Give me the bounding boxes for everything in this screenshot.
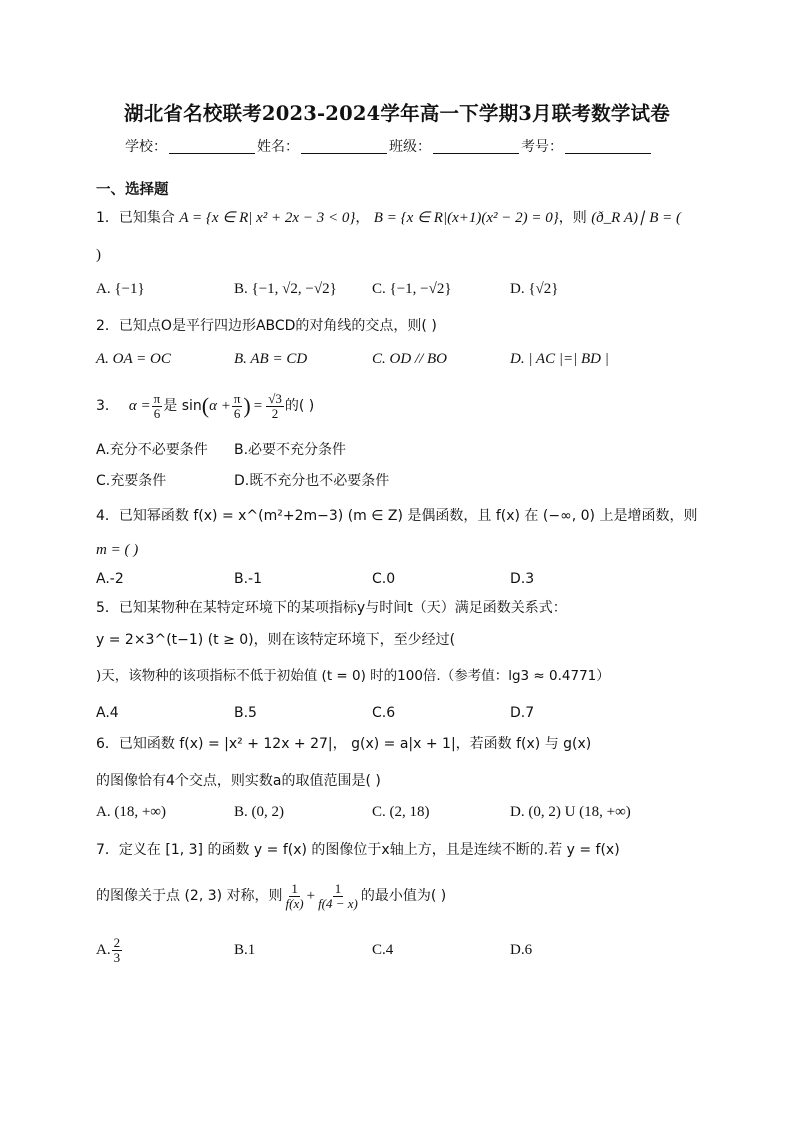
q3-option-b[interactable]: B.必要不充分条件 [234,442,347,458]
question-1: 1．已知集合 A = {x ∈ R| x² + 2x − 3 < 0}， B = {x ∈ R|(x+1)(x² − 2) = 0}，则 (ð_R A)∣ B = ( [96,210,682,226]
q1-expression: (ð_R A)∣ B = ( [591,210,682,226]
q3-frac-num-b: π [233,390,241,406]
q1-option-b[interactable]: B. {−1, √2, −√2} [234,281,337,297]
q3-equals: = [253,397,263,414]
q1-close-paren: ) [96,247,101,263]
question-4 [96,509,697,523]
class-blank[interactable] [433,139,519,154]
info-row [125,139,653,154]
q5-option-b[interactable]: B.5 [234,705,257,721]
q6-option-b[interactable]: B. (0, 2) [234,804,284,820]
q7-option-a[interactable] [96,933,123,967]
exam-no-blank[interactable] [565,139,651,154]
q4-option-d[interactable]: D.3 [510,571,535,587]
q4-option-b[interactable]: B.-1 [234,571,263,587]
school-label: 学校： [125,139,167,155]
q1-option-d[interactable]: D. {√2} [510,281,559,297]
q3-lhs: α = [128,397,151,414]
q7-frac-1 [284,882,306,910]
section-heading: 一、选择题 [96,182,169,198]
q2-option-b[interactable]: B. AB = CD [234,351,308,367]
q7-option-a-den: 3 [113,949,121,965]
q3-option-d[interactable]: D.既不充分也不必要条件 [234,473,390,489]
q7-frac1-num: 1 [291,880,298,896]
q2-number: 2． [96,318,119,334]
q3-number: 3． [96,398,119,414]
q7-option-a-frac [112,936,123,964]
q3-tail: 的( ) [284,398,315,414]
q7-line2 [96,876,446,916]
q2-stem: 已知点O是平行四边形ABCD的对角线的交点，则( ) [118,318,437,334]
question-5 [96,601,567,615]
q7-line2-pre: 的图像关于点 (2, 3) 对称，则 [96,888,283,904]
q2-option-c[interactable]: C. OD // BO [372,351,447,367]
question-7 [96,843,620,857]
q3-option-a[interactable]: A.充分不必要条件 [96,442,208,458]
q4-number: 4． [96,508,119,524]
q7-frac2-num: 1 [334,880,342,896]
q5-option-d[interactable]: D.7 [510,705,535,721]
q2-option-d[interactable]: D. | AC |=| BD | [510,351,609,367]
q7-option-b[interactable]: B.1 [234,942,256,958]
question-3 [96,390,314,422]
q1-set-a: A = {x ∈ R| x² + 2x − 3 < 0} [179,210,356,226]
q3-frac-pi6-b [232,392,243,420]
q7-frac1-den: f(x) [285,895,304,911]
q5-option-c[interactable]: C.6 [372,705,396,721]
exam-no-label: 考号： [521,139,563,155]
q1-option-a[interactable]: A. {−1} [96,281,145,297]
q3-mid: 是 sin [163,398,202,414]
q6-option-c[interactable]: C. (2, 18) [372,804,430,820]
question-6 [96,737,591,751]
q1-then: 则 [572,210,587,226]
q7-option-a-num: 2 [113,934,121,950]
q6-line1: 已知函数 f(x) = |x² + 12x + 27|， g(x) = a|x + 1|，若函数 f(x) 与 g(x) [118,736,592,752]
q3-frac-sqrt3-den: 2 [271,405,279,421]
q3-rparen: ) [243,393,251,418]
q4-option-c[interactable]: C.0 [372,571,396,587]
q3-frac-den-b: 6 [233,405,241,421]
q5-number: 5． [96,600,119,616]
q6-option-a[interactable]: A. (18, +∞) [96,804,166,820]
school-blank[interactable] [169,139,255,154]
q7-option-a-label: A. [96,941,111,958]
q7-frac-2 [316,882,360,910]
q7-number: 7． [96,842,119,858]
q2-option-a[interactable]: A. OA = OC [96,351,171,367]
q5-line3: )天，该物种的该项指标不低于初始值 (t = 0) 时的100倍.（参考值：lg3 ≈ 0.4771） [96,668,610,684]
q7-line1: 定义在 [1, 3] 的函数 y = f(x) 的图像位于x轴上方，且是连续不断的.若 y = f(x) [118,842,620,858]
q3-alpha-plus: α + [209,397,231,414]
q5-line2: y = 2×3^(t−1) (t ≥ 0)，则在该特定环境下，至少经过( [96,632,456,648]
question-2 [96,319,437,333]
q3-frac-pi6 [152,392,163,420]
q1-stem: 已知集合 [118,210,175,226]
q4-line2: m = ( ) [96,542,139,558]
q7-option-d[interactable]: D.6 [510,942,533,958]
q7-option-c[interactable]: C.4 [372,942,394,958]
q6-line2: 的图像恰有4个交点，则实数a的取值范围是( ) [96,773,381,789]
name-label: 姓名： [257,139,299,155]
page-title: 湖北省名校联考2023-2024学年高一下学期3月联考数学试卷 [124,102,670,125]
q5-option-a[interactable]: A.4 [96,705,119,721]
q7-plus: + [306,887,316,904]
q1-option-c[interactable]: C. {−1, −√2} [372,281,452,297]
q1-set-b: B = {x ∈ R|(x+1)(x² − 2) = 0} [373,210,559,226]
q6-number: 6． [96,736,119,752]
q5-line1: 已知某物种在某特定环境下的某项指标y与时间t（天）满足函数关系式： [118,600,567,616]
class-label: 班级： [389,139,431,155]
q3-frac-den: 6 [153,405,161,421]
q3-frac-num: π [153,390,161,406]
q3-frac-sqrt3-num: √3 [268,390,282,406]
q3-option-c[interactable]: C.充要条件 [96,473,167,489]
q1-number: 1． [96,210,119,226]
q7-frac2-den: f(4 − x) [318,895,358,911]
q6-option-d[interactable]: D. (0, 2) U (18, +∞) [510,804,631,820]
q4-line1: 已知幂函数 f(x) = x^(m²+2m−3) (m ∈ Z) 是偶函数，且 f(x) 在 (−∞, 0) 上是增函数，则 [118,508,698,524]
q4-option-a[interactable]: A.-2 [96,571,124,587]
q7-line2-post: 的最小值为( ) [360,888,447,904]
q3-lparen: ( [201,393,210,418]
name-blank[interactable] [301,139,387,154]
q3-frac-sqrt3 [266,392,284,420]
